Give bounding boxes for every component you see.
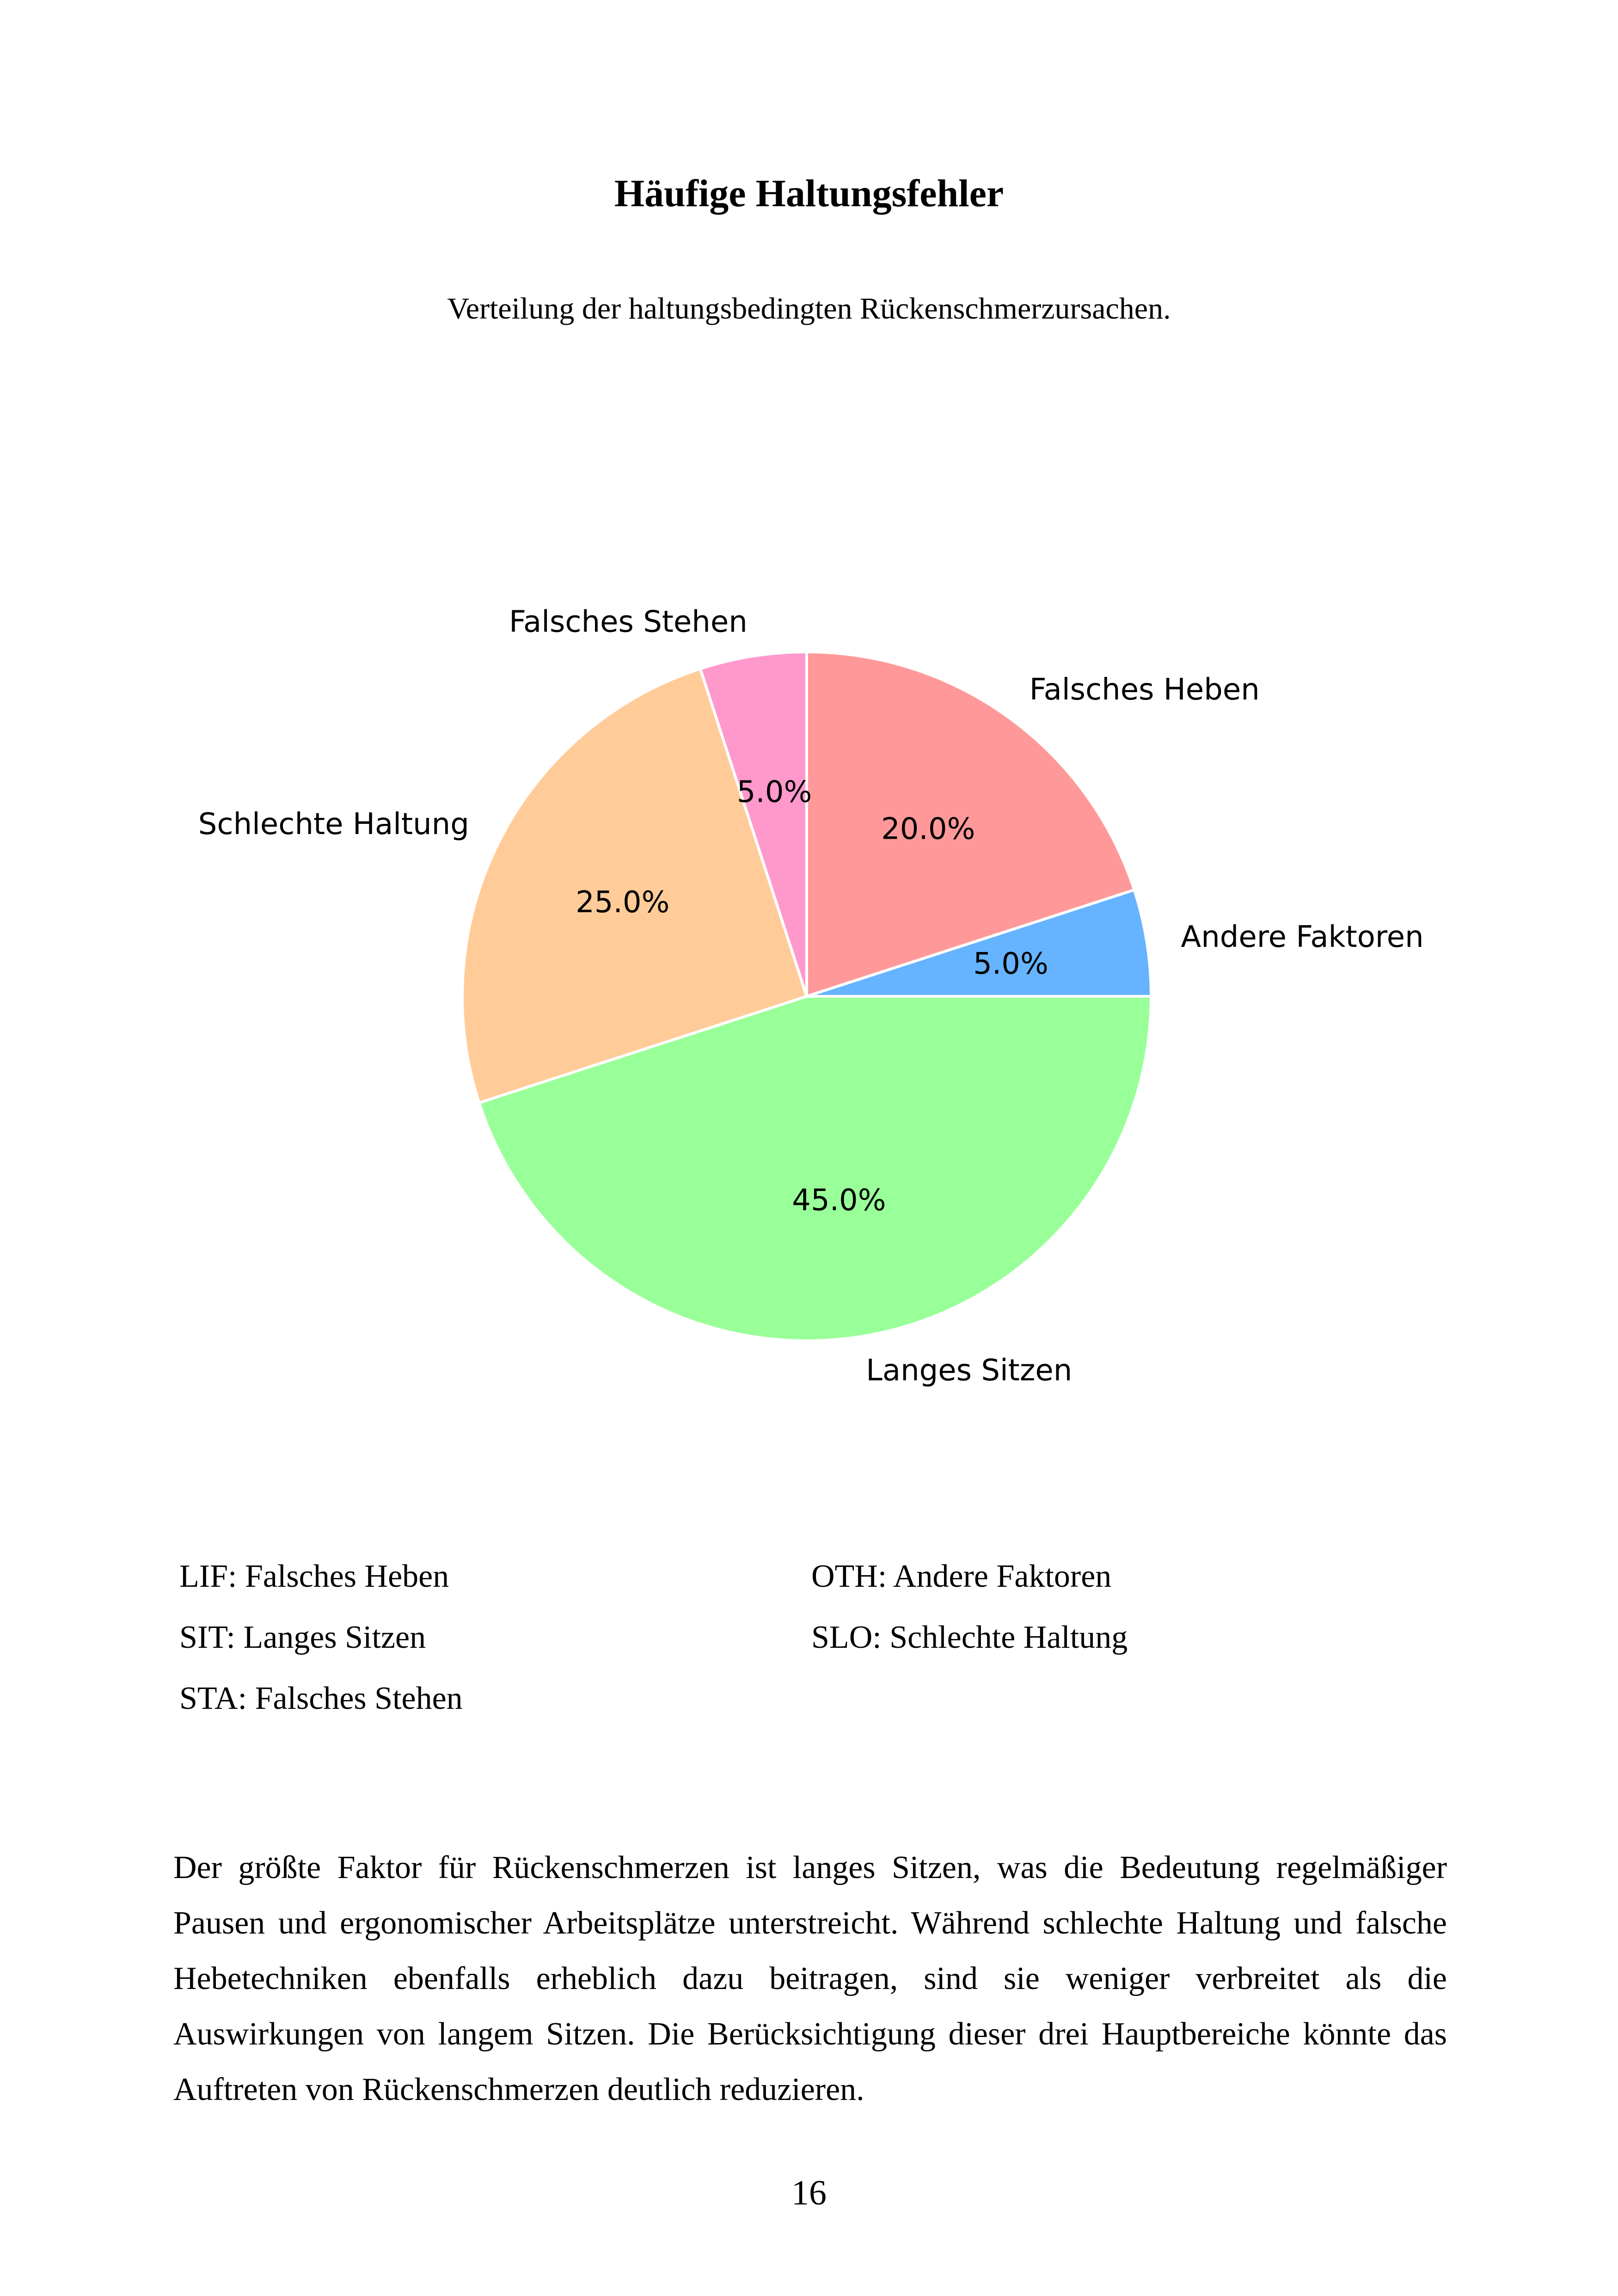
pie-category-label-falsches-stehen: Falsches Stehen: [509, 605, 748, 639]
pie-chart: [0, 555, 1618, 1433]
pie-slices: [462, 652, 1151, 1341]
pie-percent-label-langes-sitzen: 45.0%: [792, 1183, 886, 1218]
pie-category-label-langes-sitzen: Langes Sitzen: [866, 1353, 1073, 1388]
pie-percent-label-andere-faktoren: 5.0%: [973, 947, 1048, 982]
abbreviation-slo: SLO: Schlechte Haltung: [811, 1620, 1128, 1655]
pie-category-label-schlechte-haltung: Schlechte Haltung: [198, 807, 469, 841]
pie-percent-label-falsches-stehen: 5.0%: [736, 775, 812, 810]
pie-category-label-andere-faktoren: Andere Faktoren: [1181, 920, 1424, 954]
pie-percent-label-schlechte-haltung: 25.0%: [576, 885, 670, 920]
page-title: Häufige Haltungsfehler: [614, 172, 1004, 215]
abbreviation-sta: STA: Falsches Stehen: [179, 1681, 463, 1716]
pie-category-label-falsches-heben: Falsches Heben: [1029, 673, 1260, 707]
body-paragraph: Der größte Faktor für Rückenschmerzen ist langes Sitzen, was die Bedeutung regelmäßiger Pausen und ergonomischer Arbeitsplätze unterstreicht. Während schlechte Haltung und falsche Hebetechniken ebenfalls erheblich dazu beitragen, sind sie weniger verbreitet als die Auswirkungen von langem Sitzen. Die Berücksichtigung dieser drei Hauptbereiche könnte das Auftreten von Rückenschmerzen deutlich reduzieren.: [173, 1850, 1447, 2107]
page-number: 16: [791, 2173, 827, 2212]
abbreviation-lif: LIF: Falsches Heben: [179, 1559, 449, 1594]
pie-percent-label-falsches-heben: 20.0%: [881, 812, 975, 847]
abbreviation-oth: OTH: Andere Faktoren: [811, 1559, 1112, 1594]
page-subtitle: Verteilung der haltungsbedingten Rückenschmerzursachen.: [447, 292, 1171, 325]
abbreviation-sit: SIT: Langes Sitzen: [179, 1620, 426, 1655]
